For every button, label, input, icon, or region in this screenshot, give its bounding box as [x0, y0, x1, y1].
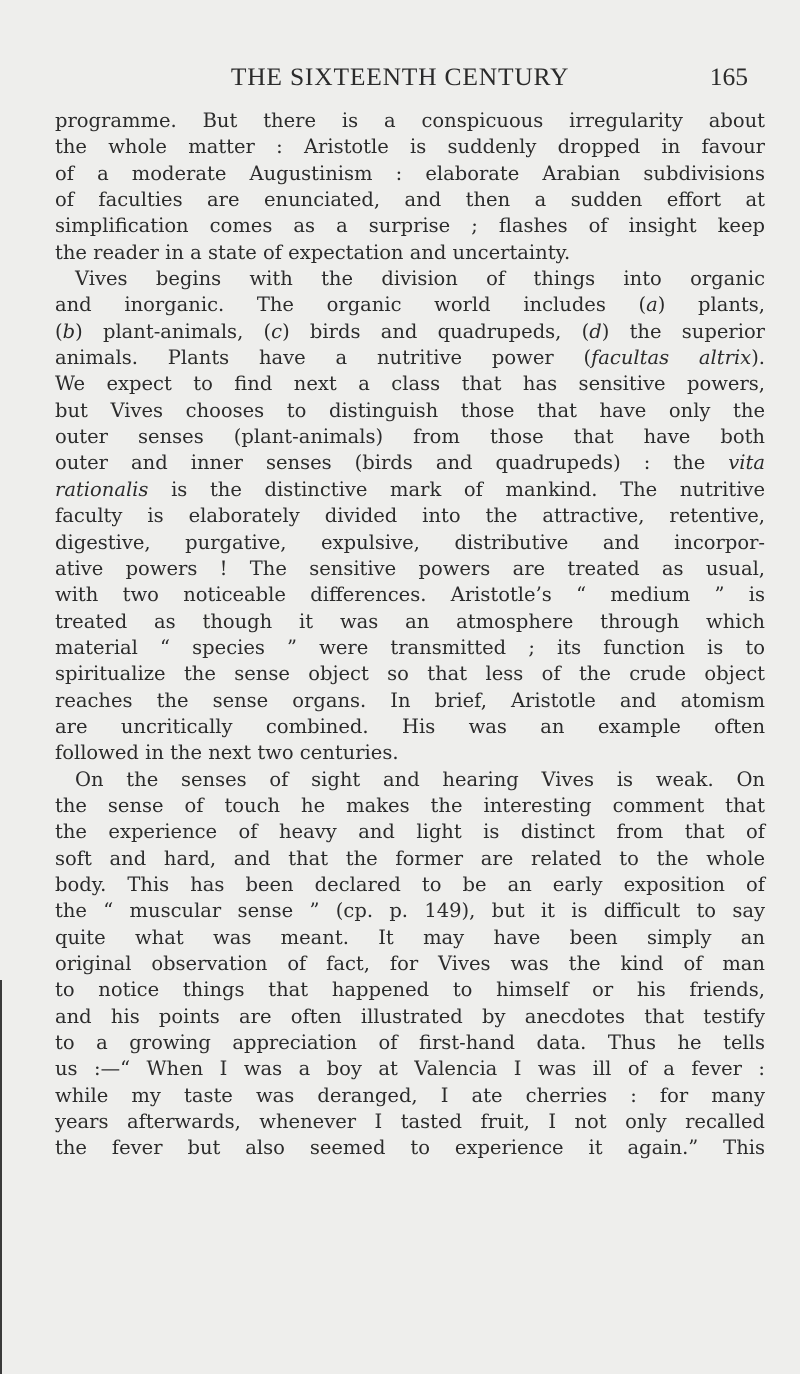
text-line: but Vives chooses to distinguish those that have only the: [55, 398, 765, 422]
text-line: followed in the next two centuries.: [55, 741, 399, 765]
text-line: material “ species ” were transmitted ; its function is to: [55, 635, 765, 659]
text-line: original observation of fact, for Vives was the kind of man: [55, 952, 765, 975]
text-line: (b) plant-animals, (c) birds and quadrupeds, (d) the superior: [55, 319, 765, 343]
text-line: We expect to find next a class that has sensitive powers,: [55, 372, 765, 396]
text-line: quite what was meant. It may have been simply an: [55, 925, 765, 949]
text-line: the whole matter : Aristotle is suddenly dropped in favour: [55, 135, 765, 159]
text-line: rationalis is the distinctive mark of mankind. The nutritive: [55, 477, 765, 501]
text-line: and his points are often illustrated by anecdotes that testify: [55, 1004, 765, 1028]
body-text: [55, 108, 765, 1162]
text-line: treated as though it was an atmosphere through which: [55, 609, 765, 633]
text-line: to notice things that happened to himself or his friends,: [55, 978, 765, 1002]
text-line: soft and hard, and that the former are related to the whole: [55, 846, 765, 870]
page-edge-shadow: [0, 980, 2, 1374]
text-line: are uncritically combined. His was an example often: [55, 714, 765, 738]
text-line: animals. Plants have a nutritive power (facultas altrix).: [55, 346, 765, 370]
running-head: THE SIXTEENTH CENTURY: [230, 62, 570, 91]
text-line: of a moderate Augustinism : elaborate Arabian subdivisions: [55, 161, 765, 185]
text-line: us :—“ When I was a boy at Valencia I was ill of a fever :: [55, 1057, 765, 1081]
text-line: of faculties are enunciated, and then a sudden effort at: [55, 188, 765, 212]
text-line: ative powers ! The sensitive powers are treated as usual,: [55, 556, 765, 580]
text-line: the “ muscular sense ” (cp. p. 149), but it is difficult to say: [55, 899, 765, 923]
text-line: On the senses of sight and hearing Vives is weak. On: [75, 767, 765, 791]
text-line: outer senses (plant-animals) from those that have both: [55, 425, 765, 449]
text-line: faculty is elaborately divided into the attractive, retentive,: [55, 504, 765, 528]
text-line: simplification comes as a surprise ; flashes of insight keep: [55, 214, 765, 238]
text-line: the experience of heavy and light is distinct from that of: [55, 820, 765, 844]
text-line: to a growing appreciation of first-hand data. Thus he tells: [55, 1031, 765, 1055]
text-line: while my taste was deranged, I ate cherries : for many: [55, 1083, 765, 1107]
text-line: spiritualize the sense object so that less of the crude object: [55, 662, 765, 686]
text-line: reaches the sense organs. In brief, Aristotle and atomism: [55, 688, 765, 712]
text-line: outer and inner senses (birds and quadrupeds) : the vita: [55, 451, 765, 475]
text-line: body. This has been declared to be an early exposition of: [55, 872, 765, 896]
page-header: [0, 62, 800, 96]
page-number: 165: [709, 62, 748, 91]
text-line: the fever but also seemed to experience it again.” This: [55, 1136, 765, 1160]
text-line: Vives begins with the division of things into organic: [75, 267, 765, 291]
text-line: and inorganic. The organic world includes (a) plants,: [55, 293, 765, 317]
text-line: programme. But there is a conspicuous irregularity about: [55, 109, 765, 132]
text-line: the sense of touch he makes the interesting comment that: [55, 793, 765, 817]
text-line: with two noticeable differences. Aristotle’s “ medium ” is: [55, 583, 765, 607]
text-line: the reader in a state of expectation and uncertainty.: [55, 240, 571, 264]
text-line: digestive, purgative, expulsive, distributive and incorpor-: [55, 530, 765, 554]
text-line: years afterwards, whenever I tasted fruit, I not only recalled: [55, 1110, 765, 1134]
